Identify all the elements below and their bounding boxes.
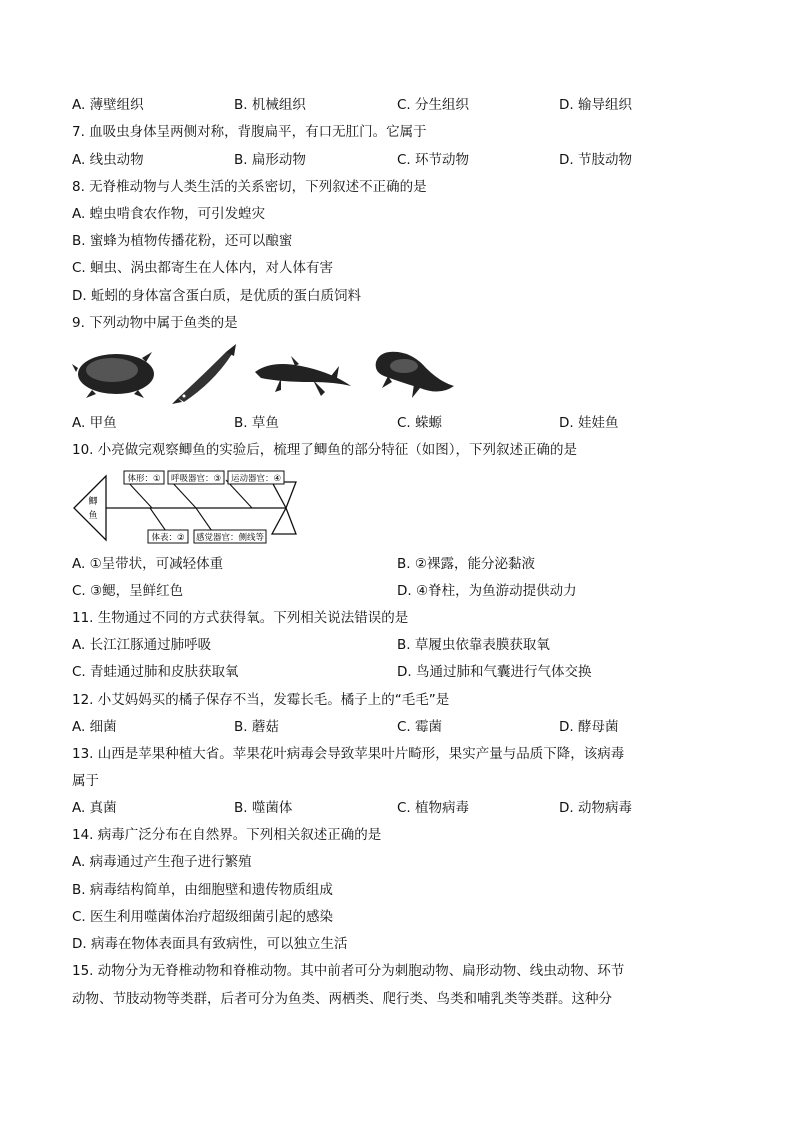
- q8-option-c: C. 蛔虫、涡虫都寄生在人体内，对人体有害: [72, 260, 334, 276]
- q14-option-a: A. 病毒通过产生孢子进行繁殖: [72, 854, 252, 870]
- q12-option-c: C. 霉菌: [397, 719, 443, 735]
- q8-option-d: D. 蚯蚓的身体富含蛋白质，是优质的蛋白质饲料: [72, 288, 361, 304]
- q6-option-c: C. 分生组织: [397, 97, 470, 113]
- q7-option-a: A. 线虫动物: [72, 152, 144, 168]
- fish-label-body-surface: 体表：②: [151, 533, 185, 543]
- q14-stem: 14. 病毒广泛分布在自然界。下列相关叙述正确的是: [72, 827, 382, 843]
- q7-option-c: C. 环节动物: [397, 152, 470, 168]
- q13-option-d: D. 动物病毒: [559, 800, 632, 816]
- q6-option-d: D. 输导组织: [559, 97, 632, 113]
- fish-label-sensory: 感觉器官：侧线等: [195, 533, 265, 543]
- q13-stem-line1: 13. 山西是苹果种植大省。苹果花叶病毒会导致苹果叶片畸形，果实产量与品质下降，该病毒: [72, 746, 625, 762]
- fish-head-label: 鲫: [88, 497, 98, 507]
- q12-option-a: A. 细菌: [72, 719, 117, 735]
- q12-stem: 12. 小艾妈妈买的橘子保存不当，发霉长毛。橘子上的“毛毛”是: [72, 692, 450, 708]
- q10-stem: 10. 小亮做完观察鲫鱼的实验后，梳理了鲫鱼的部分特征（如图），下列叙述正确的是: [72, 442, 578, 458]
- q6-option-a: A. 薄壁组织: [72, 97, 144, 113]
- q13-option-b: B. 噬菌体: [234, 800, 293, 816]
- q9-option-b: B. 草鱼: [234, 415, 279, 431]
- q13-option-a: A. 真菌: [72, 800, 117, 816]
- q7-option-d: D. 节肢动物: [559, 152, 632, 168]
- q13-stem-line2: 属于: [72, 773, 99, 789]
- q10-option-c: C. ③鳃，呈鲜红色: [72, 583, 184, 599]
- q11-stem: 11. 生物通过不同的方式获得氧。下列相关说法错误的是: [72, 610, 409, 626]
- q11-option-d: D. 鸟通过肺和气囊进行气体交换: [397, 664, 592, 680]
- q11-option-a: A. 长江江豚通过肺呼吸: [72, 637, 212, 653]
- q9-stem: 9. 下列动物中属于鱼类的是: [72, 315, 238, 331]
- fish-label-locomotion: 运动器官：④: [230, 474, 282, 484]
- q8-stem: 8. 无脊椎动物与人类生活的关系密切，下列叙述不正确的是: [72, 179, 427, 195]
- fish-head-label-2: 鱼: [88, 511, 98, 521]
- q6-option-b: B. 机械组织: [234, 97, 306, 113]
- q10-option-b: B. ②裸露，能分泌黏液: [397, 556, 535, 572]
- q9-option-d: D. 娃娃鱼: [559, 415, 619, 431]
- q11-option-c: C. 青蛙通过肺和皮肤获取氧: [72, 664, 239, 680]
- softshell-turtle-icon: [72, 342, 160, 406]
- q13-option-c: C. 植物病毒: [397, 800, 470, 816]
- q10-option-a: A. ①呈带状，可减轻体重: [72, 556, 224, 572]
- q15-stem-line2: 动物、节肢动物等类群，后者可分为鱼类、两栖类、爬行类、鸟类和哺乳类等类群。这种分: [72, 991, 612, 1007]
- q12-option-d: D. 酵母菌: [559, 719, 619, 735]
- q9-option-c: C. 蝾螈: [397, 415, 443, 431]
- q14-option-c: C. 医生利用噬菌体治疗超级细菌引起的感染: [72, 909, 334, 925]
- q10-option-d: D. ④脊柱，为鱼游动提供动力: [397, 583, 577, 599]
- q14-option-b: B. 病毒结构简单，由细胞壁和遗传物质组成: [72, 882, 333, 898]
- q14-option-d: D. 病毒在物体表面具有致病性，可以独立生活: [72, 936, 348, 952]
- giant-salamander-icon: [370, 342, 458, 406]
- fish-label-respiratory: 呼吸器官：③: [170, 474, 222, 484]
- q15-stem-line1: 15. 动物分为无脊椎动物和脊椎动物。其中前者可分为刺胞动物、扁形动物、线虫动物、环节: [72, 963, 625, 979]
- fish-label-body-shape: 体形：①: [127, 474, 161, 484]
- q11-option-b: B. 草履虫依靠表膜获取氧: [397, 637, 550, 653]
- q8-option-a: A. 蝗虫啃食农作物，可引发蝗灾: [72, 206, 266, 222]
- fishbone-diagram: [72, 468, 302, 548]
- q8-option-b: B. 蜜蜂为植物传播花粉，还可以酿蜜: [72, 233, 293, 249]
- grass-carp-icon: [170, 342, 240, 406]
- fish-head-shape: [74, 476, 106, 540]
- q9-option-a: A. 甲鱼: [72, 415, 117, 431]
- q7-stem: 7. 血吸虫身体呈两侧对称，背腹扁平，有口无肛门。它属于: [72, 124, 427, 140]
- q7-option-b: B. 扁形动物: [234, 152, 306, 168]
- q12-option-b: B. 蘑菇: [234, 719, 279, 735]
- salamander-icon: [251, 342, 355, 406]
